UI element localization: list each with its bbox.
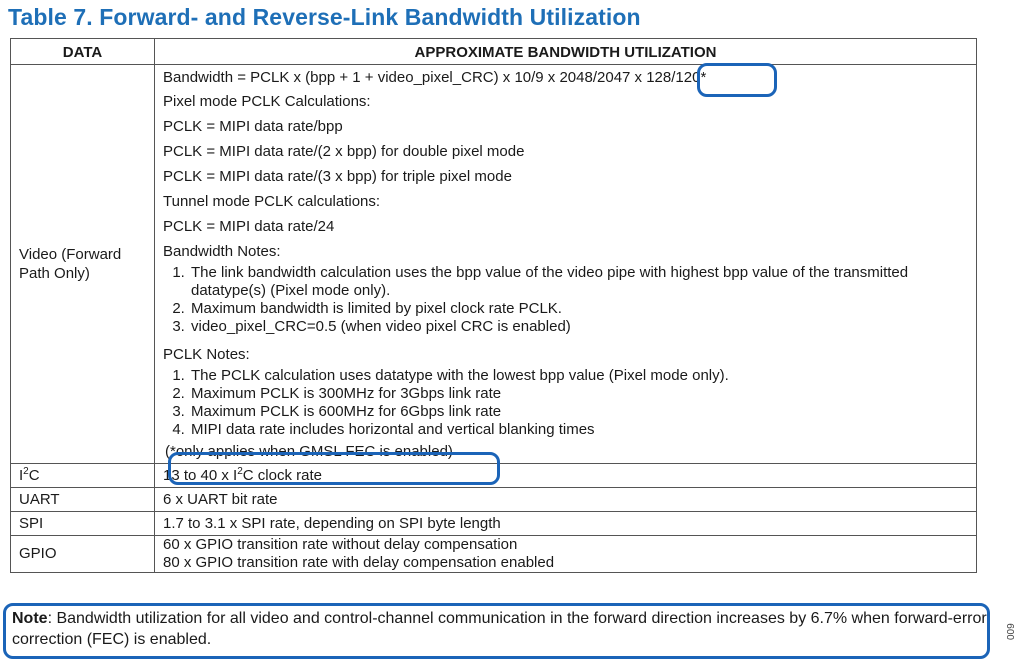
highlight-fec-footnote bbox=[168, 452, 500, 485]
table-header-row bbox=[11, 39, 977, 65]
pclk-note-item: 1. The PCLK calculation uses datatype with the lowest bpp value (Pixel mode only). bbox=[189, 367, 968, 385]
pclk-note-item: 3. Maximum PCLK is 600MHz for 6Gbps link rate bbox=[189, 403, 968, 421]
uart-label: UART bbox=[11, 488, 155, 512]
video-line-1: PCLK = MIPI data rate/bpp bbox=[163, 118, 343, 135]
video-line-2: PCLK = MIPI data rate/(2 x bpp) for double pixel mode bbox=[163, 143, 525, 160]
i2c-label-end: C bbox=[28, 467, 40, 484]
i2c-value-suffix: C clock rate bbox=[242, 467, 322, 484]
table-row-gpio bbox=[11, 536, 977, 573]
bandwidth-formula-factor: 128/120* bbox=[646, 69, 707, 86]
gpio-value-line: 60 x GPIO transition rate without delay compensation bbox=[163, 536, 518, 553]
bandwidth-note-item: 1. The link bandwidth calculation uses the bpp value of the video pipe with highest bpp value of the transmitted datatype(s) (Pixel mode only). bbox=[189, 264, 968, 300]
video-line-0: Pixel mode PCLK Calculations: bbox=[163, 93, 371, 110]
note-label: Note bbox=[12, 610, 48, 627]
pclk-notes-list bbox=[163, 367, 968, 439]
header-data: DATA bbox=[11, 39, 155, 65]
gpio-value-line: 80 x GPIO transition rate with delay compensation enabled bbox=[163, 554, 555, 571]
spi-value: 1.7 to 3.1 x SPI rate, depending on SPI byte length bbox=[155, 512, 977, 536]
bandwidth-formula bbox=[163, 67, 968, 89]
video-line-5: PCLK = MIPI data rate/24 bbox=[163, 218, 335, 235]
figure-number: 009 bbox=[1006, 623, 1017, 640]
fec-footnote: (*only applies when GMSL FEC is enabled) bbox=[165, 443, 453, 460]
i2c-label-main: I bbox=[19, 467, 24, 484]
bandwidth-note-item: 3. video_pixel_CRC=0.5 (when video pixel CRC is enabled) bbox=[189, 318, 968, 336]
fec-note bbox=[12, 608, 987, 650]
video-line-4: Tunnel mode PCLK calculations: bbox=[163, 193, 381, 210]
note-text: : Bandwidth utilization for all video and control-channel communication in the forward direction increases by 6.7% when forward-error correction (FEC) is enabled. bbox=[12, 610, 987, 648]
bandwidth-note-item: 2. Maximum bandwidth is limited by pixel clock rate PCLK. bbox=[189, 300, 968, 318]
pclk-notes-heading: PCLK Notes: bbox=[163, 346, 250, 363]
i2c-label-sup: 2 bbox=[23, 466, 29, 477]
pclk-note-item: 2. Maximum PCLK is 300MHz for 3Gbps link rate bbox=[189, 385, 968, 403]
bandwidth-formula-prefix: Bandwidth = PCLK x (bpp + 1 + video_pixel_CRC) x 10/9 x 2048/2047 x bbox=[163, 69, 647, 86]
i2c-value-prefix: 13 to 40 x I bbox=[163, 467, 238, 484]
i2c-value-sup: 2 bbox=[237, 466, 243, 477]
bandwidth-notes-list bbox=[163, 264, 968, 336]
i2c-label bbox=[11, 464, 155, 488]
spi-label: SPI bbox=[11, 512, 155, 536]
table-row-video bbox=[11, 65, 977, 464]
table-title: Table 7. Forward- and Reverse-Link Bandwidth Utilization bbox=[8, 4, 641, 30]
video-details bbox=[155, 65, 977, 464]
table-row-spi bbox=[11, 512, 977, 536]
bandwidth-table bbox=[10, 38, 977, 573]
video-line-6: Bandwidth Notes: bbox=[163, 243, 281, 260]
header-utilization: APPROXIMATE BANDWIDTH UTILIZATION bbox=[155, 39, 977, 65]
highlight-formula-factor bbox=[697, 63, 777, 97]
gpio-values bbox=[155, 536, 977, 573]
table-row-uart bbox=[11, 488, 977, 512]
video-line-3: PCLK = MIPI data rate/(3 x bpp) for triple pixel mode bbox=[163, 168, 512, 185]
pclk-note-item: 4. MIPI data rate includes horizontal and vertical blanking times bbox=[189, 421, 968, 439]
gpio-label: GPIO bbox=[11, 536, 155, 573]
video-label: Video (Forward Path Only) bbox=[11, 65, 155, 464]
uart-value: 6 x UART bit rate bbox=[155, 488, 977, 512]
